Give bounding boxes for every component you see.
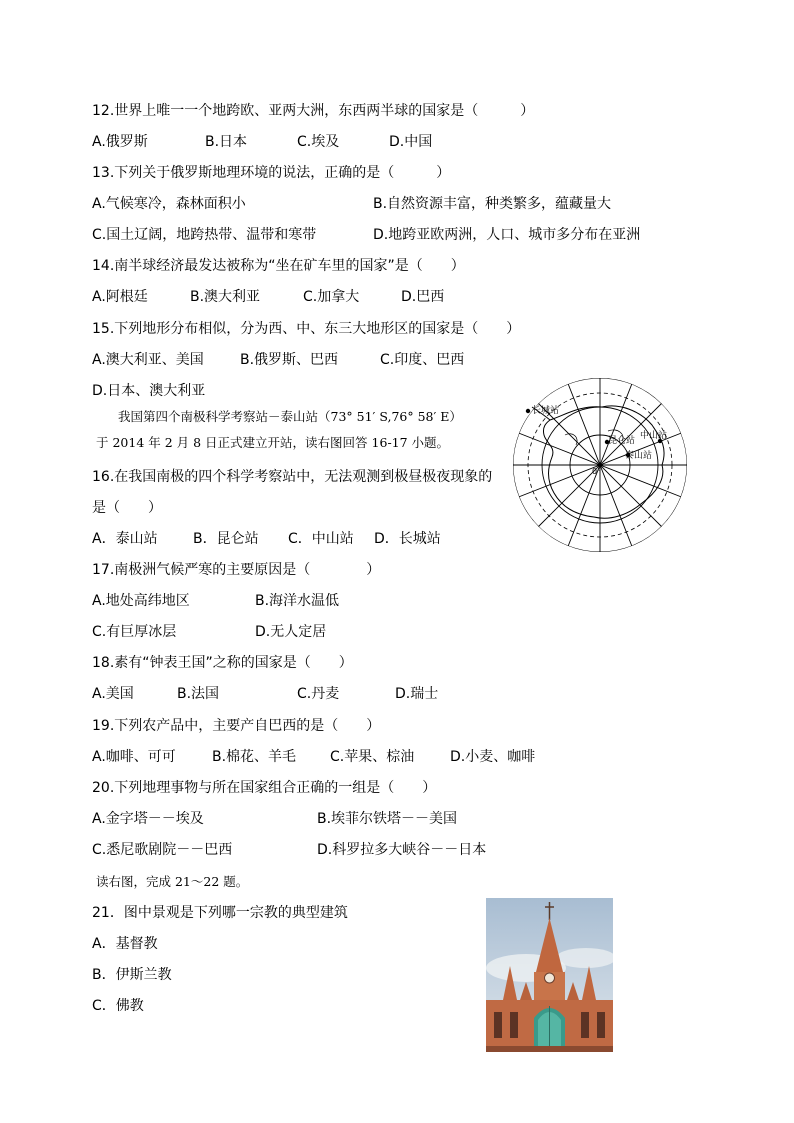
q20-option-d: D.科罗拉多大峡谷－－日本 <box>317 842 487 858</box>
q15-option-a: A.澳大利亚、美国 <box>92 352 204 368</box>
station-label-kunlun: 昆仑站 <box>608 436 636 446</box>
passage-16-17-line2: 于 2014 年 2 月 8 日正式建立开站，读右图回答 16-17 小题。 <box>96 435 450 450</box>
q21-option-c: C．佛教 <box>92 998 144 1014</box>
q16-option-d: D．长城站 <box>374 531 441 547</box>
q18-option-c: C.丹麦 <box>297 686 340 702</box>
question-12-stem: 12.世界上唯一一个地跨欧、亚两大洲，东西两半球的国家是（ ） <box>92 103 535 119</box>
q19-option-b: B.棉花、羊毛 <box>212 749 297 765</box>
q12-option-b: B.日本 <box>205 134 248 150</box>
q17-option-a: A.地处高纬地区 <box>92 593 190 609</box>
station-label-taishan: 泰山站 <box>625 451 653 461</box>
changcheng-station-marker <box>526 409 530 413</box>
q19-option-c: C.苹果、棕油 <box>330 749 415 765</box>
q13-option-b: B.自然资源丰富，种类繁多，蕴藏量大 <box>373 196 612 212</box>
q13-option-d: D.地跨亚欧两洲，人口、城市多分布在亚洲 <box>373 227 641 243</box>
q12-option-c: C.埃及 <box>297 134 340 150</box>
question-16-stem-line1: 16.在我国南极的四个科学考察站中，无法观测到极昼极夜现象的 <box>92 469 493 485</box>
q12-option-a: A.俄罗斯 <box>92 134 148 150</box>
question-14-stem: 14.南半球经济最发达被称为“坐在矿车里的国家”是（ ） <box>92 258 465 274</box>
q18-option-b: B.法国 <box>177 686 220 702</box>
question-15-stem: 15.下列地形分布相似，分为西、中、东三大地形区的国家是（ ） <box>92 321 521 337</box>
question-21-stem: 21．图中景观是下列哪一宗教的典型建筑 <box>92 905 348 921</box>
question-18-stem: 18.素有“钟表王国”之称的国家是（ ） <box>92 655 353 671</box>
station-label-changcheng: 长城站 <box>532 406 560 416</box>
q20-option-b: B.埃菲尔铁塔－－美国 <box>317 811 458 827</box>
q15-option-b: B.俄罗斯、巴西 <box>240 352 339 368</box>
passage-21-22: 读右图，完成 21～22 题。 <box>96 874 249 889</box>
q20-option-c: C.悉尼歌剧院－－巴西 <box>92 842 233 858</box>
antarctic-map <box>510 375 690 555</box>
question-13-stem: 13.下列关于俄罗斯地理环境的说法，正确的是（ ） <box>92 165 451 181</box>
question-17-stem: 17.南极洲气候严寒的主要原因是（ ） <box>92 562 381 578</box>
question-16-stem-line2: 是（ ） <box>92 500 162 516</box>
q17-option-c: C.有巨厚冰层 <box>92 624 177 640</box>
passage-16-17-line1: 我国第四个南极科学考察站－泰山站（73° 51′ S,76° 58′ E） <box>118 409 462 424</box>
q16-option-a: A．泰山站 <box>92 531 158 547</box>
q19-option-a: A.咖啡、可可 <box>92 749 176 765</box>
q20-option-a: A.金字塔－－埃及 <box>92 811 204 827</box>
q15-option-c: C.印度、巴西 <box>380 352 465 368</box>
q15-option-d: D.日本、澳大利亚 <box>92 383 206 399</box>
station-label-zhongshan: 中山站 <box>640 431 668 441</box>
q21-option-b: B．伊斯兰教 <box>92 967 172 983</box>
q13-option-c: C.国土辽阔，地跨热带、温带和寒带 <box>92 227 317 243</box>
q19-option-d: D.小麦、咖啡 <box>450 749 536 765</box>
q14-option-b: B.澳大利亚 <box>190 289 261 305</box>
antarctica-coastline <box>532 406 664 518</box>
q14-option-a: A.阿根廷 <box>92 289 148 305</box>
q21-option-a: A．基督教 <box>92 936 158 952</box>
q18-option-a: A.美国 <box>92 686 134 702</box>
q16-option-b: B．昆仑站 <box>193 531 259 547</box>
q13-option-a: A.气候寒冷，森林面积小 <box>92 196 246 212</box>
q17-option-b: B.海洋水温低 <box>255 593 340 609</box>
church-photo <box>486 898 613 1052</box>
question-20-stem: 20.下列地理事物与所在国家组合正确的一组是（ ） <box>92 780 437 796</box>
question-19-stem: 19.下列农产品中，主要产自巴西的是（ ） <box>92 718 381 734</box>
q12-option-d: D.中国 <box>389 134 433 150</box>
pole-label: 0° <box>592 467 602 476</box>
q14-option-d: D.巴西 <box>401 289 445 305</box>
q17-option-d: D.无人定居 <box>255 624 327 640</box>
q16-option-c: C．中山站 <box>288 531 354 547</box>
q14-option-c: C.加拿大 <box>303 289 360 305</box>
q18-option-d: D.瑞士 <box>395 686 439 702</box>
